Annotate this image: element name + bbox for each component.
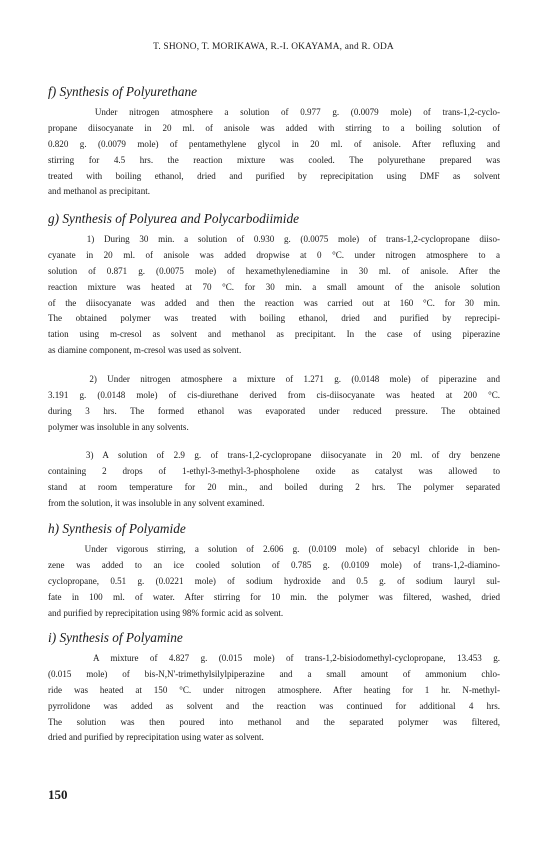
- text-line: during 3 hrs. The formed ethanol was evaporated under reduced pressure. The obtained: [48, 405, 500, 416]
- paragraph-polyamine: [48, 651, 500, 746]
- running-header: T. SHONO, T. MORIKAWA, R.-I. OKAYAMA, and R. ODA: [153, 42, 394, 52]
- text-line: and methanol as precipitant.: [48, 186, 150, 197]
- text-line: 3.191 g. (0.0148 mole) of cis-diurethane derived from cis-diisocyanate was heated at 200 °C.: [48, 389, 500, 400]
- text-line: The solution was then poured into methanol and the separated polymer was filtered,: [48, 716, 500, 727]
- paragraph-polyamide: [48, 542, 500, 621]
- text-line: stirring for 4.5 hrs. the reaction mixture was cooled. The polyurethane prepared was: [48, 154, 500, 165]
- section-title-polyurea: g) Synthesis of Polyurea and Polycarbodiimide: [48, 211, 299, 226]
- section-title-polyamine: i) Synthesis of Polyamine: [48, 630, 183, 645]
- text-line: fate in 100 ml. of water. After stirring for 10 min. the polymer was filtered, washed, dried: [48, 591, 500, 602]
- section-title-polyurethane: f) Synthesis of Polyurethane: [48, 84, 198, 99]
- text-line: cyanate in 20 ml. of anisole was added dropwise at 0 °C. under nitrogen atmosphere to a: [48, 249, 500, 260]
- text-line: and purified by reprecipitation using 98% formic acid as solvent.: [48, 607, 284, 618]
- paragraph-polyurea-3: [48, 448, 500, 512]
- text-line: A mixture of 4.827 g. (0.015 mole) of trans-1,2-bisiodomethyl-cyclopropane, 13.453 g.: [48, 653, 500, 663]
- text-line: of the diisocyanate was added and then the reaction was carried out at 160 °C. for 30 min.: [48, 297, 500, 308]
- paragraph-polyurea-2: [48, 372, 500, 436]
- text-line: dried and purified by reprecipitation using water as solvent.: [48, 732, 264, 743]
- text-line: treated with boiling ethanol, dried and purified by reprecipitation using DMF as solvent: [48, 170, 500, 181]
- text-line: propane diisocyanate in 20 ml. of anisole was added with stirring to a boiling solution of: [48, 122, 500, 133]
- text-line: 2) Under nitrogen atmosphere a mixture of 1.271 g. (0.0148 mole) of piperazine and: [48, 374, 500, 384]
- text-line: The obtained polymer was treated with boiling ethanol, dried and purified by reprecipi-: [48, 313, 500, 324]
- text-line: 0.820 g. (0.0079 mole) of pentamethylene glycol in 20 ml. of anisole. After refluxing and: [48, 138, 500, 149]
- text-line: reaction mixture was heated at 70 °C. for 30 min. a small amount of the anisole solution: [48, 281, 500, 292]
- text-line: tation using m-cresol as solvent and methanol as precipitant. In the case of using piperazine: [48, 329, 500, 340]
- section-title-polyamide: h) Synthesis of Polyamide: [48, 521, 186, 536]
- paragraph-polyurea-1: [48, 232, 500, 359]
- text-line: pyrrolidone was added as solvent and the reaction was continued for additional 4 hrs.: [48, 700, 500, 711]
- text-line: containing 2 drops of 1-ethyl-3-methyl-3-phospholene oxide as catalyst was allowed to: [48, 465, 500, 476]
- text-line: (0.015 mole) of bis-N,N'-trimethylsilylpiperazine and a small amount of ammonium chlo-: [48, 668, 500, 679]
- text-line: from the solution, it was insoluble in any solvent examined.: [48, 497, 265, 508]
- text-line: stand at room temperature for 20 min., and boiled during 2 hrs. The polymer separated: [48, 481, 500, 492]
- text-line: solution of 0.871 g. (0.0075 mole) of hexamethylenediamine in 30 ml. of anisole. After the: [48, 265, 500, 276]
- text-line: Under nitrogen atmosphere a solution of 0.977 g. (0.0079 mole) of trans-1,2-cyclo-: [48, 107, 500, 117]
- text-line: 3) A solution of 2.9 g. of trans-1,2-cyclopropane diisocyanate in 20 ml. of dry benzene: [48, 450, 500, 460]
- text-line: cyclopropane, 0.51 g. (0.0221 mole) of sodium hydroxide and 0.5 g. of sodium lauryl sul-: [48, 575, 500, 586]
- text-line: 1) During 30 min. a solution of 0.930 g. (0.0075 mole) of trans-1,2-cyclopropane diiso-: [48, 234, 500, 244]
- text-line: as diamine component, m-cresol was used as solvent.: [48, 345, 242, 356]
- paragraph-polyurethane: [48, 105, 500, 200]
- text-line: polymer was insoluble in any solvents.: [48, 421, 189, 432]
- text-line: Under vigorous stirring, a solution of 2.606 g. (0.0109 mole) of sebacyl chloride in ben-: [48, 544, 500, 554]
- page-number: 150: [48, 787, 68, 802]
- text-line: ride was heated at 150 °C. under nitrogen atmosphere. After heating for 1 hr. N-methyl-: [48, 684, 500, 695]
- text-line: zene was added to an ice cooled solution of 0.785 g. (0.0109 mole) of trans-1,2-diamino-: [48, 559, 500, 570]
